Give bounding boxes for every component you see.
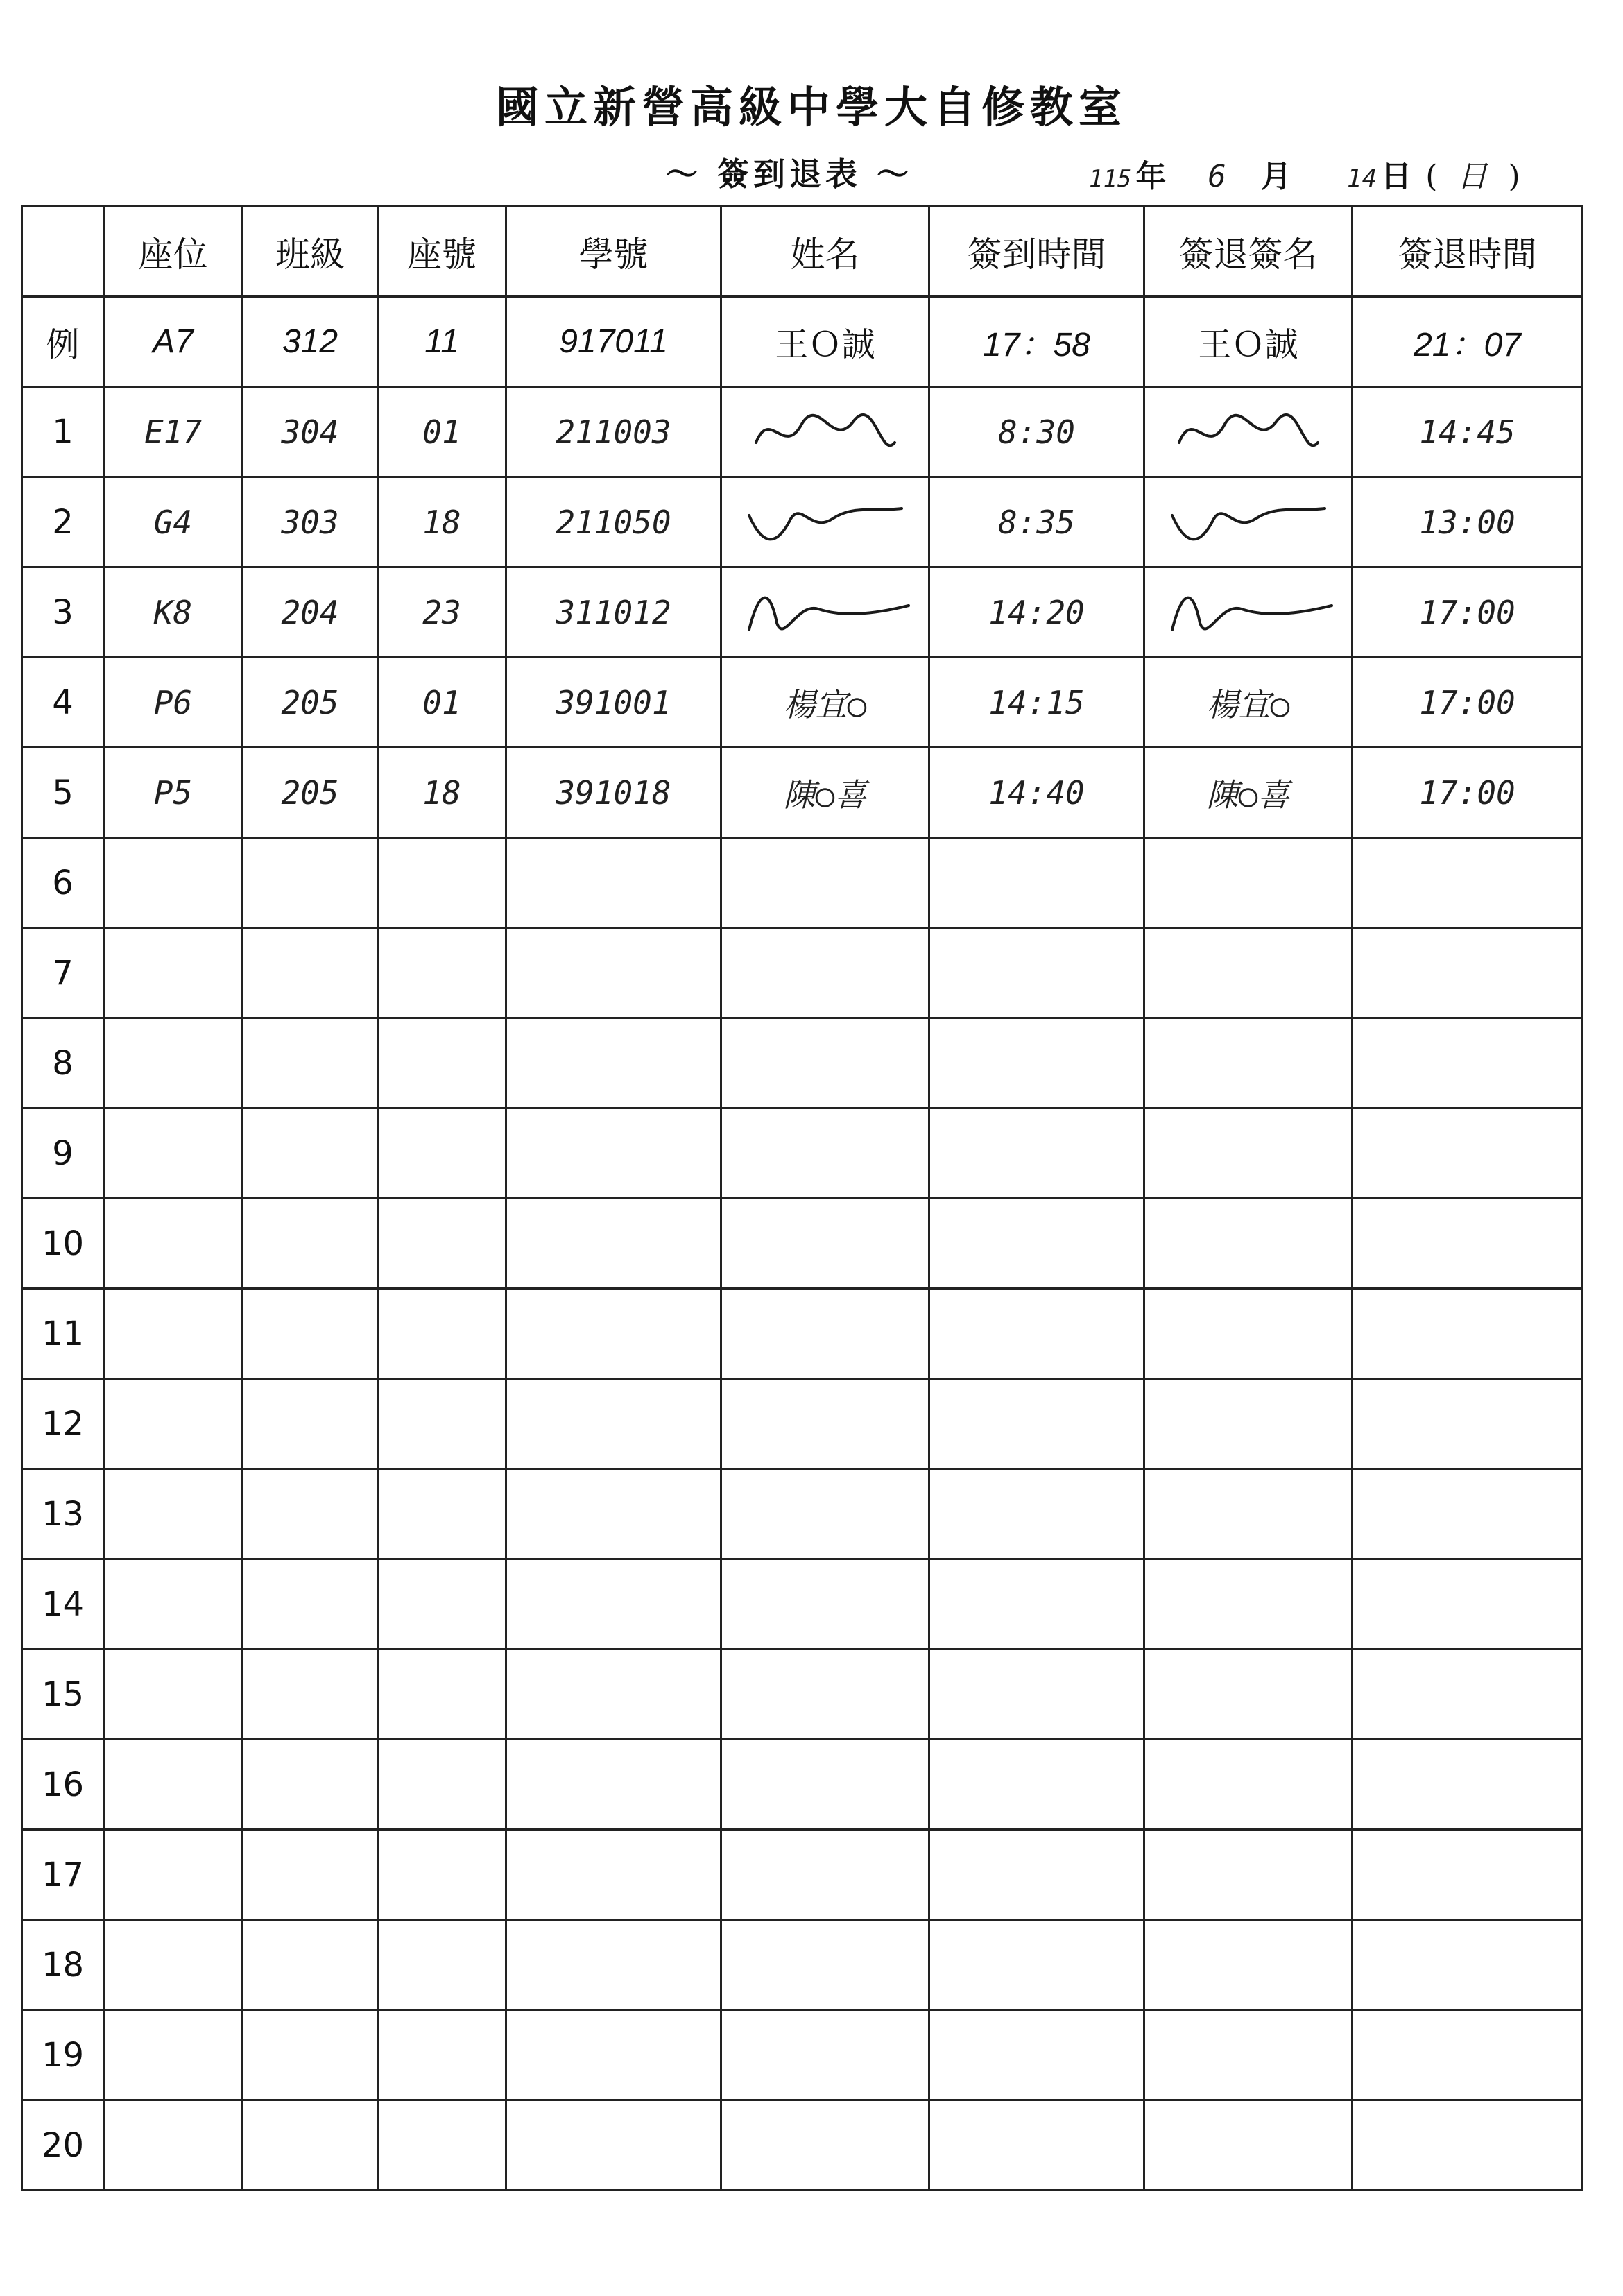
cell-checkout-time[interactable]: 14:45 bbox=[1352, 387, 1583, 477]
cell-number[interactable]: 18 bbox=[378, 748, 506, 838]
cell-number[interactable] bbox=[378, 1559, 506, 1650]
cell-checkout-sign[interactable] bbox=[1144, 928, 1352, 1018]
cell-seat[interactable]: P5 bbox=[104, 748, 243, 838]
cell-checkout-time[interactable] bbox=[1352, 838, 1583, 928]
cell-class[interactable] bbox=[243, 1830, 378, 1920]
cell-student-id[interactable] bbox=[506, 1830, 721, 1920]
example-label: 例 bbox=[22, 297, 104, 387]
row-number: 4 bbox=[22, 658, 104, 748]
example-name: 王Ｏ誠 bbox=[721, 297, 929, 387]
row-number: 16 bbox=[22, 1740, 104, 1830]
row-number: 10 bbox=[22, 1199, 104, 1289]
cell-checkin-time[interactable]: 8:35 bbox=[929, 477, 1144, 567]
cell-class[interactable] bbox=[243, 1379, 378, 1469]
row-number: 2 bbox=[22, 477, 104, 567]
cell-student-id[interactable] bbox=[506, 1740, 721, 1830]
cell-number[interactable] bbox=[378, 2010, 506, 2100]
cell-checkin-time[interactable] bbox=[929, 2010, 1144, 2100]
table-row bbox=[22, 1379, 1583, 1469]
cell-class[interactable]: 205 bbox=[243, 658, 378, 748]
row-number: 15 bbox=[22, 1650, 104, 1740]
cell-student-id[interactable] bbox=[506, 928, 721, 1018]
cell-number[interactable] bbox=[378, 1379, 506, 1469]
cell-number[interactable] bbox=[378, 1650, 506, 1740]
cell-name[interactable]: 楊宜○ bbox=[721, 658, 929, 748]
cell-number[interactable] bbox=[378, 1018, 506, 1108]
example-checkin-time: 17：58 bbox=[929, 297, 1144, 387]
cell-class[interactable] bbox=[243, 1650, 378, 1740]
header-corner bbox=[22, 207, 104, 297]
table-row bbox=[22, 387, 1583, 477]
cell-checkout-time[interactable]: 17:00 bbox=[1352, 567, 1583, 658]
cell-checkin-time[interactable] bbox=[929, 1920, 1144, 2010]
cell-seat[interactable] bbox=[104, 928, 243, 1018]
cell-student-id[interactable]: 311012 bbox=[506, 567, 721, 658]
cell-number[interactable] bbox=[378, 2100, 506, 2191]
cell-name[interactable] bbox=[721, 1289, 929, 1379]
cell-checkin-time[interactable] bbox=[929, 838, 1144, 928]
cell-class[interactable]: 205 bbox=[243, 748, 378, 838]
table-row bbox=[22, 1740, 1583, 1830]
table-row bbox=[22, 838, 1583, 928]
cell-class[interactable] bbox=[243, 2100, 378, 2191]
cell-checkout-time[interactable] bbox=[1352, 1289, 1583, 1379]
row-number: 11 bbox=[22, 1289, 104, 1379]
cell-checkout-sign[interactable] bbox=[1144, 1108, 1352, 1199]
cell-checkin-time[interactable] bbox=[929, 1379, 1144, 1469]
cell-checkin-time[interactable] bbox=[929, 928, 1144, 1018]
date-year-value: 115 bbox=[1089, 165, 1132, 193]
table-row bbox=[22, 1650, 1583, 1740]
cell-student-id[interactable] bbox=[506, 1379, 721, 1469]
header-checkout-time: 簽退時間 bbox=[1352, 207, 1583, 297]
header-checkin-time: 簽到時間 bbox=[929, 207, 1144, 297]
table-row bbox=[22, 477, 1583, 567]
cell-name[interactable] bbox=[721, 1379, 929, 1469]
cell-name[interactable] bbox=[721, 1469, 929, 1559]
handwritten-signature bbox=[735, 574, 916, 651]
cell-name[interactable] bbox=[721, 2100, 929, 2191]
cell-number[interactable] bbox=[378, 928, 506, 1018]
cell-name[interactable] bbox=[721, 1740, 929, 1830]
cell-checkout-sign[interactable] bbox=[1144, 1559, 1352, 1650]
cell-number[interactable] bbox=[378, 1740, 506, 1830]
cell-checkout-sign[interactable] bbox=[1144, 1199, 1352, 1289]
cell-student-id[interactable]: 391018 bbox=[506, 748, 721, 838]
table-row bbox=[22, 748, 1583, 838]
cell-seat[interactable] bbox=[104, 2100, 243, 2191]
cell-checkout-sign[interactable] bbox=[1144, 2100, 1352, 2191]
cell-checkout-time[interactable] bbox=[1352, 1108, 1583, 1199]
cell-checkin-time[interactable] bbox=[929, 1740, 1144, 1830]
row-number: 1 bbox=[22, 387, 104, 477]
example-checkout-time: 21：07 bbox=[1352, 297, 1583, 387]
cell-class[interactable] bbox=[243, 1199, 378, 1289]
cell-checkout-time[interactable] bbox=[1352, 2010, 1583, 2100]
cell-name[interactable] bbox=[721, 928, 929, 1018]
cell-seat[interactable] bbox=[104, 1650, 243, 1740]
cell-number[interactable] bbox=[378, 1469, 506, 1559]
cell-seat[interactable] bbox=[104, 1018, 243, 1108]
cell-checkout-sign[interactable]: 陳○喜 bbox=[1144, 748, 1352, 838]
cell-class[interactable] bbox=[243, 1469, 378, 1559]
signin-table bbox=[21, 205, 1583, 2191]
cell-name[interactable] bbox=[721, 567, 929, 658]
cell-student-id[interactable] bbox=[506, 1469, 721, 1559]
cell-checkout-sign[interactable] bbox=[1144, 387, 1352, 477]
cell-checkin-time[interactable] bbox=[929, 1108, 1144, 1199]
cell-checkin-time[interactable] bbox=[929, 1199, 1144, 1289]
cell-name[interactable] bbox=[721, 1018, 929, 1108]
cell-student-id[interactable] bbox=[506, 2100, 721, 2191]
handwritten-signature bbox=[1158, 574, 1339, 651]
cell-checkout-sign[interactable] bbox=[1144, 1289, 1352, 1379]
cell-checkout-sign[interactable] bbox=[1144, 2010, 1352, 2100]
table-row bbox=[22, 1108, 1583, 1199]
cell-name[interactable] bbox=[721, 1650, 929, 1740]
cell-name[interactable] bbox=[721, 1920, 929, 2010]
cell-checkin-time[interactable] bbox=[929, 1289, 1144, 1379]
cell-checkout-sign[interactable] bbox=[1144, 1650, 1352, 1740]
table-row bbox=[22, 567, 1583, 658]
cell-class[interactable] bbox=[243, 1018, 378, 1108]
cell-number[interactable]: 18 bbox=[378, 477, 506, 567]
row-number: 7 bbox=[22, 928, 104, 1018]
cell-checkout-sign[interactable] bbox=[1144, 1379, 1352, 1469]
cell-number[interactable]: 23 bbox=[378, 567, 506, 658]
date-day-value: 14 bbox=[1346, 164, 1377, 193]
cell-seat[interactable] bbox=[104, 838, 243, 928]
cell-class[interactable]: 304 bbox=[243, 387, 378, 477]
date-month-label: 月 bbox=[1260, 159, 1291, 194]
header-row bbox=[22, 207, 1583, 297]
table-row bbox=[22, 658, 1583, 748]
cell-number[interactable] bbox=[378, 1920, 506, 2010]
date-day-label: 日 bbox=[1381, 159, 1412, 194]
cell-class[interactable] bbox=[243, 1920, 378, 2010]
cell-class[interactable] bbox=[243, 1559, 378, 1650]
date-weekday-close: ) bbox=[1508, 159, 1520, 194]
cell-class[interactable] bbox=[243, 838, 378, 928]
cell-student-id[interactable] bbox=[506, 1108, 721, 1199]
date-weekday-value: 日 bbox=[1457, 159, 1488, 194]
cell-name[interactable] bbox=[721, 387, 929, 477]
cell-class[interactable] bbox=[243, 2010, 378, 2100]
cell-name[interactable] bbox=[721, 2010, 929, 2100]
row-number: 20 bbox=[22, 2100, 104, 2191]
cell-student-id[interactable] bbox=[506, 1018, 721, 1108]
cell-seat[interactable] bbox=[104, 1469, 243, 1559]
header-seat: 座位 bbox=[104, 207, 243, 297]
sheet-title: 國立新營高級中學大自修教室 bbox=[495, 82, 1127, 132]
cell-student-id[interactable]: 391001 bbox=[506, 658, 721, 748]
cell-class[interactable] bbox=[243, 1108, 378, 1199]
cell-seat[interactable]: G4 bbox=[104, 477, 243, 567]
cell-checkin-time[interactable]: 14:20 bbox=[929, 567, 1144, 658]
cell-checkout-time[interactable] bbox=[1352, 2100, 1583, 2191]
cell-name[interactable] bbox=[721, 477, 929, 567]
cell-seat[interactable] bbox=[104, 1920, 243, 2010]
cell-number[interactable] bbox=[378, 1830, 506, 1920]
cell-class[interactable]: 204 bbox=[243, 567, 378, 658]
row-number: 6 bbox=[22, 838, 104, 928]
table-row bbox=[22, 1920, 1583, 2010]
cell-seat[interactable] bbox=[104, 1289, 243, 1379]
table-row bbox=[22, 928, 1583, 1018]
handwritten-signature bbox=[735, 394, 916, 470]
cell-seat[interactable] bbox=[104, 1559, 243, 1650]
row-number: 9 bbox=[22, 1108, 104, 1199]
table-row bbox=[22, 2100, 1583, 2191]
header-number: 座號 bbox=[378, 207, 506, 297]
handwritten-signature bbox=[1158, 484, 1339, 560]
date-month-value: 6 bbox=[1208, 159, 1226, 194]
cell-seat[interactable] bbox=[104, 1199, 243, 1289]
cell-student-id[interactable] bbox=[506, 1289, 721, 1379]
header-class: 班級 bbox=[243, 207, 378, 297]
cell-checkout-sign[interactable] bbox=[1144, 1920, 1352, 2010]
cell-checkin-time[interactable] bbox=[929, 1469, 1144, 1559]
cell-number[interactable]: 01 bbox=[378, 658, 506, 748]
cell-name[interactable] bbox=[721, 1108, 929, 1199]
cell-checkout-time[interactable] bbox=[1352, 1920, 1583, 2010]
cell-checkout-sign[interactable] bbox=[1144, 1830, 1352, 1920]
cell-checkout-sign[interactable] bbox=[1144, 477, 1352, 567]
cell-seat[interactable] bbox=[104, 1740, 243, 1830]
cell-checkin-time[interactable] bbox=[929, 1830, 1144, 1920]
cell-checkout-time[interactable]: 13:00 bbox=[1352, 477, 1583, 567]
cell-student-id[interactable] bbox=[506, 838, 721, 928]
table-row bbox=[22, 1199, 1583, 1289]
date-weekday-open: ( bbox=[1425, 159, 1438, 194]
cell-number[interactable] bbox=[378, 838, 506, 928]
date-line bbox=[1089, 151, 1520, 196]
cell-student-id[interactable] bbox=[506, 1559, 721, 1650]
cell-checkout-time[interactable]: 17:00 bbox=[1352, 748, 1583, 838]
sheet-subtitle: ～ 簽到退表 ～ bbox=[666, 155, 913, 193]
cell-checkout-sign[interactable] bbox=[1144, 1740, 1352, 1830]
cell-seat[interactable]: P6 bbox=[104, 658, 243, 748]
cell-name[interactable] bbox=[721, 1199, 929, 1289]
table-row bbox=[22, 1830, 1583, 1920]
cell-name[interactable] bbox=[721, 1830, 929, 1920]
cell-class[interactable] bbox=[243, 1740, 378, 1830]
cell-checkout-time[interactable] bbox=[1352, 1650, 1583, 1740]
cell-name[interactable] bbox=[721, 838, 929, 928]
cell-class[interactable] bbox=[243, 928, 378, 1018]
handwritten-signature bbox=[735, 484, 916, 560]
row-number: 17 bbox=[22, 1830, 104, 1920]
cell-number[interactable] bbox=[378, 1199, 506, 1289]
table-row bbox=[22, 1559, 1583, 1650]
cell-checkout-time[interactable]: 17:00 bbox=[1352, 658, 1583, 748]
example-row bbox=[22, 297, 1583, 387]
example-student-id: 917011 bbox=[506, 297, 721, 387]
cell-checkout-sign[interactable] bbox=[1144, 838, 1352, 928]
cell-checkout-time[interactable] bbox=[1352, 1199, 1583, 1289]
cell-checkout-sign[interactable] bbox=[1144, 1469, 1352, 1559]
example-seat: A7 bbox=[104, 297, 243, 387]
example-number: 11 bbox=[378, 297, 506, 387]
row-number: 5 bbox=[22, 748, 104, 838]
row-number: 14 bbox=[22, 1559, 104, 1650]
cell-checkout-time[interactable] bbox=[1352, 1559, 1583, 1650]
row-number: 8 bbox=[22, 1018, 104, 1108]
example-class: 312 bbox=[243, 297, 378, 387]
cell-seat[interactable]: K8 bbox=[104, 567, 243, 658]
cell-number[interactable]: 01 bbox=[378, 387, 506, 477]
cell-checkout-time[interactable] bbox=[1352, 1830, 1583, 1920]
cell-checkin-time[interactable] bbox=[929, 1559, 1144, 1650]
cell-student-id[interactable]: 211003 bbox=[506, 387, 721, 477]
cell-student-id[interactable] bbox=[506, 2010, 721, 2100]
cell-class[interactable]: 303 bbox=[243, 477, 378, 567]
table-row bbox=[22, 2010, 1583, 2100]
cell-seat[interactable]: E17 bbox=[104, 387, 243, 477]
cell-student-id[interactable] bbox=[506, 1650, 721, 1740]
cell-checkin-time[interactable]: 14:40 bbox=[929, 748, 1144, 838]
cell-checkout-time[interactable] bbox=[1352, 1740, 1583, 1830]
cell-checkin-time[interactable] bbox=[929, 1018, 1144, 1108]
cell-number[interactable] bbox=[378, 1289, 506, 1379]
row-number: 19 bbox=[22, 2010, 104, 2100]
cell-checkin-time[interactable]: 8:30 bbox=[929, 387, 1144, 477]
cell-checkout-sign[interactable]: 楊宜○ bbox=[1144, 658, 1352, 748]
cell-seat[interactable] bbox=[104, 2010, 243, 2100]
cell-checkout-time[interactable] bbox=[1352, 1018, 1583, 1108]
cell-checkout-sign[interactable] bbox=[1144, 567, 1352, 658]
cell-number[interactable] bbox=[378, 1108, 506, 1199]
row-number: 18 bbox=[22, 1920, 104, 2010]
cell-name[interactable] bbox=[721, 1559, 929, 1650]
table-row bbox=[22, 1018, 1583, 1108]
date-year-label: 年 bbox=[1135, 159, 1167, 194]
header-name: 姓名 bbox=[721, 207, 929, 297]
handwritten-signature bbox=[1158, 394, 1339, 470]
cell-student-id[interactable] bbox=[506, 1920, 721, 2010]
cell-seat[interactable] bbox=[104, 1108, 243, 1199]
cell-seat[interactable] bbox=[104, 1379, 243, 1469]
row-number: 3 bbox=[22, 567, 104, 658]
cell-checkout-sign[interactable] bbox=[1144, 1018, 1352, 1108]
cell-checkin-time[interactable] bbox=[929, 2100, 1144, 2191]
cell-student-id[interactable] bbox=[506, 1199, 721, 1289]
cell-checkout-time[interactable] bbox=[1352, 1379, 1583, 1469]
table-row bbox=[22, 1289, 1583, 1379]
row-number: 13 bbox=[22, 1469, 104, 1559]
example-checkout-sign: 王Ｏ誠 bbox=[1144, 297, 1352, 387]
table-row bbox=[22, 1469, 1583, 1559]
cell-checkin-time[interactable] bbox=[929, 1650, 1144, 1740]
cell-class[interactable] bbox=[243, 1289, 378, 1379]
cell-checkin-time[interactable]: 14:15 bbox=[929, 658, 1144, 748]
cell-checkout-time[interactable] bbox=[1352, 1469, 1583, 1559]
header-checkout-sign: 簽退簽名 bbox=[1144, 207, 1352, 297]
cell-name[interactable]: 陳○喜 bbox=[721, 748, 929, 838]
cell-student-id[interactable]: 211050 bbox=[506, 477, 721, 567]
header-student-id: 學號 bbox=[506, 207, 721, 297]
cell-checkout-time[interactable] bbox=[1352, 928, 1583, 1018]
cell-seat[interactable] bbox=[104, 1830, 243, 1920]
row-number: 12 bbox=[22, 1379, 104, 1469]
